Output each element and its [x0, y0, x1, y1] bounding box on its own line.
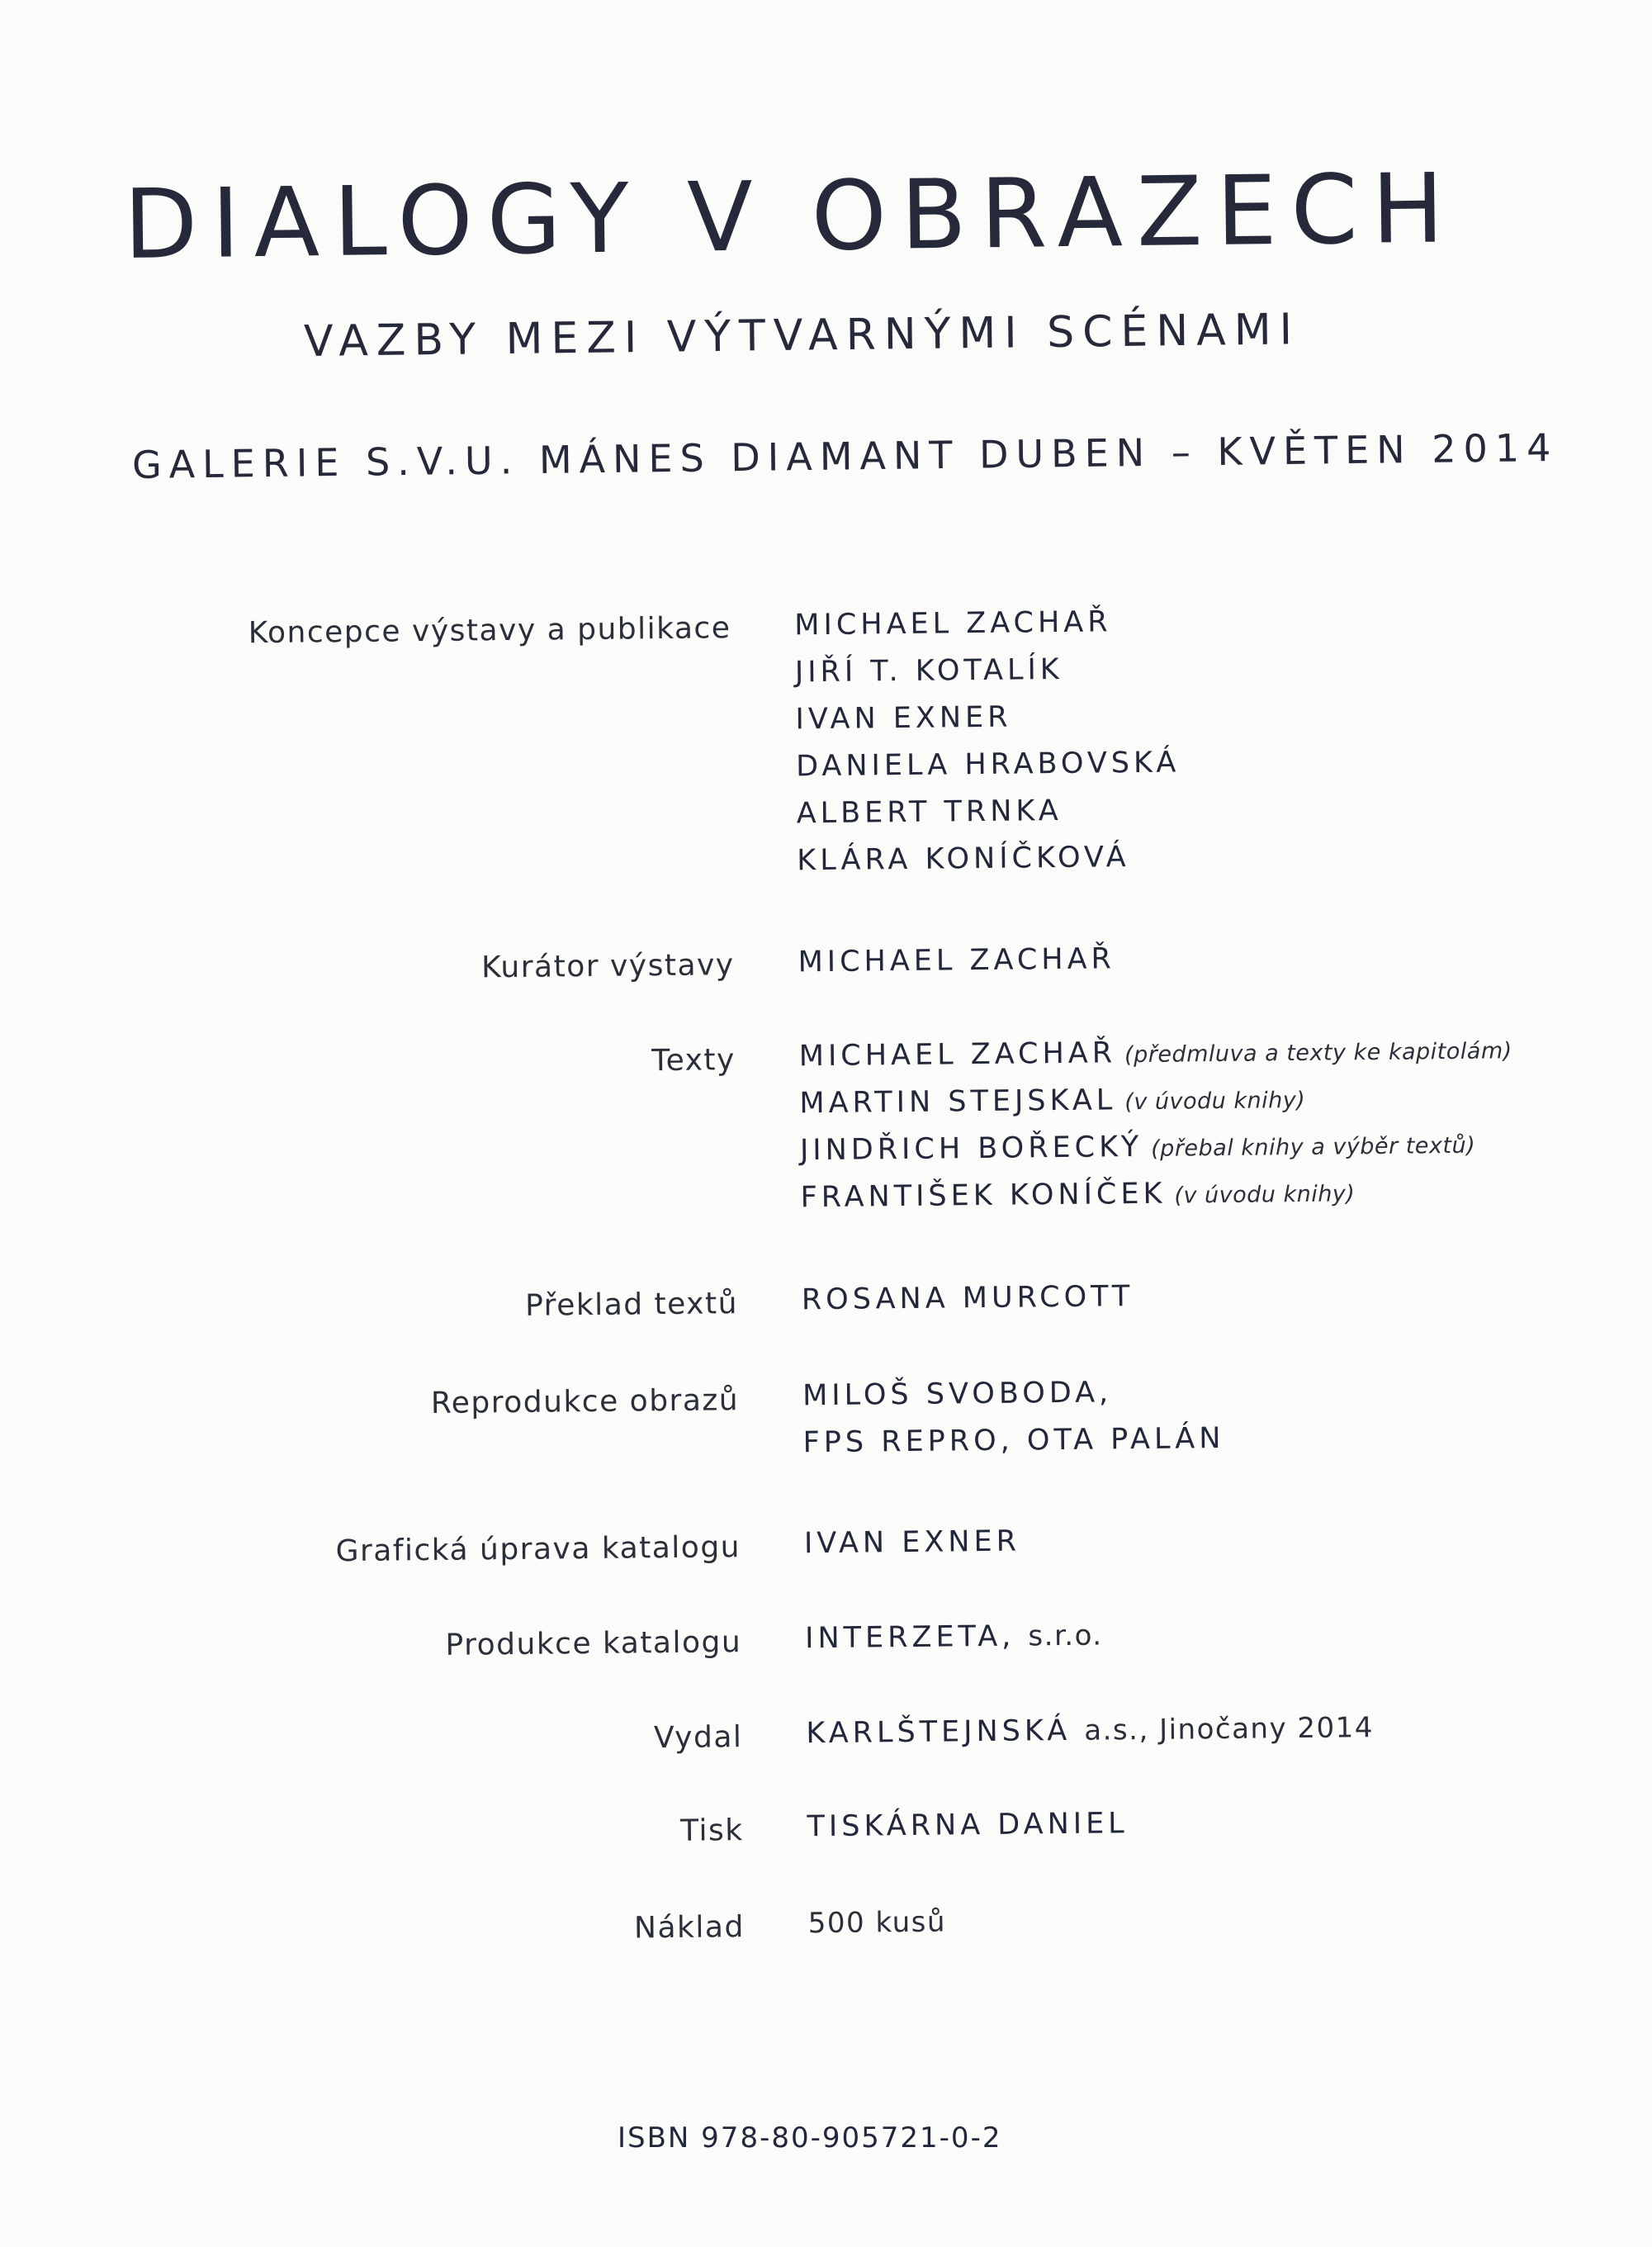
exhibition-venue: GALERIE S.V.U. MÁNES DIAMANT DUBEN – KVĚTEN 2014 [131, 424, 1559, 487]
publisher-suffix: a.s., Jinočany 2014 [1084, 1711, 1375, 1747]
texts-entry [798, 1035, 1512, 1074]
texts-entry [800, 1177, 1356, 1215]
print-label: Tisk [679, 1813, 744, 1848]
texts-author: MARTIN STEJSKAL [799, 1083, 1117, 1121]
production-suffix: s.r.o. [1028, 1619, 1103, 1653]
concept-name: DANIELA HRABOVSKÁ [795, 746, 1181, 784]
reproduction-line: FPS REPRO, OTA PALÁN [802, 1421, 1225, 1460]
design-name: IVAN EXNER [803, 1524, 1021, 1561]
texts-note: (v úvodu knihy) [1174, 1181, 1356, 1209]
isbn: ISBN 978-80-905721-0-2 [618, 2121, 1002, 2155]
concept-name: IVAN EXNER [795, 700, 1012, 737]
publisher-name: KARLŠTEJNSKÁ [806, 1714, 1072, 1751]
concept-name: JIŘÍ T. KOTALÍK [794, 652, 1063, 690]
texts-note: (v úvodu knihy) [1124, 1087, 1306, 1116]
texts-note: (předmluva a texty ke kapitolám) [1124, 1038, 1512, 1069]
reproduction-line: MILOŠ SVOBODA, [802, 1376, 1113, 1413]
page-subtitle: VAZBY MEZI VÝTVARNÝMI SCÉNAMI [303, 305, 1301, 367]
publisher-entry [806, 1711, 1375, 1751]
texts-entry [800, 1130, 1476, 1166]
texts-author: FRANTIŠEK KONÍČEK [800, 1177, 1167, 1215]
design-label: Grafická úprava katalogu [335, 1530, 741, 1569]
production-entry [804, 1619, 1103, 1656]
translation-label: Překlad textů [524, 1287, 739, 1323]
texts-note: (přebal knihy a výběr textů) [1151, 1132, 1476, 1162]
reproduction-label: Reprodukce obrazů [430, 1383, 740, 1421]
translation-name: ROSANA MURCOTT [801, 1280, 1134, 1317]
print-name: TISKÁRNA DANIEL [807, 1807, 1129, 1844]
texts-label: Texty [651, 1043, 736, 1078]
page-title: DIALOGY V OBRAZECH [123, 153, 1459, 281]
production-label: Produkce katalogu [445, 1625, 742, 1662]
texts-entry [799, 1083, 1306, 1121]
curator-name: MICHAEL ZACHAŘ [798, 942, 1116, 979]
texts-author: MICHAEL ZACHAŘ [798, 1036, 1117, 1074]
concept-name: KLÁRA KONÍČKOVÁ [797, 841, 1130, 878]
production-name: INTERZETA, [804, 1619, 1015, 1656]
curator-label: Kurátor výstavy [480, 948, 735, 985]
publisher-label: Vydal [653, 1720, 743, 1756]
concept-label: Koncepce výstavy a publikace [248, 611, 731, 651]
texts-author: JINDŘICH BOŘECKÝ [799, 1130, 1143, 1168]
run-label: Náklad [633, 1910, 746, 1946]
run-value: 500 kusů [807, 1905, 947, 1941]
concept-name: MICHAEL ZACHAŘ [794, 605, 1112, 642]
concept-name: ALBERT TRNKA [796, 794, 1063, 831]
